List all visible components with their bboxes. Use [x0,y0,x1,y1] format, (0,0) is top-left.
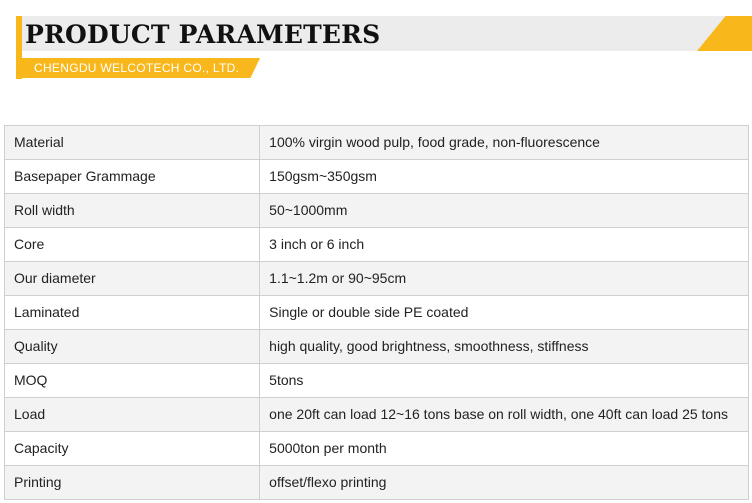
parameter-label: Laminated [5,296,260,330]
parameter-label: Basepaper Grammage [5,160,260,194]
parameter-value: 3 inch or 6 inch [260,228,749,262]
table-row [5,296,749,330]
parameter-value: 100% virgin wood pulp, food grade, non-fluorescence [260,126,749,160]
parameter-label: Core [5,228,260,262]
accent-stripe [16,16,22,79]
table-row [5,466,749,500]
table-row [5,364,749,398]
parameter-label: Material [5,126,260,160]
parameter-value: offset/flexo printing [260,466,749,500]
company-name: CHENGDU WELCOTECH CO., LTD. [34,61,240,75]
parameter-value: Single or double side PE coated [260,296,749,330]
parameter-value: 150gsm~350gsm [260,160,749,194]
table-row [5,330,749,364]
parameter-value: 50~1000mm [260,194,749,228]
parameter-value: 1.1~1.2m or 90~95cm [260,262,749,296]
parameter-value: 5tons [260,364,749,398]
parameter-label: Our diameter [5,262,260,296]
parameter-label: Quality [5,330,260,364]
page-title: PRODUCT PARAMETERS [25,20,381,49]
parameter-label: Load [5,398,260,432]
parameter-value: high quality, good brightness, smoothness, stiffness [260,330,749,364]
parameter-label: Printing [5,466,260,500]
table-row [5,194,749,228]
table-row [5,432,749,466]
parameters-table [4,125,749,500]
parameter-value: 5000ton per month [260,432,749,466]
parameter-label: MOQ [5,364,260,398]
page-header [0,0,752,90]
table-row [5,160,749,194]
table-row [5,398,749,432]
table-row [5,262,749,296]
parameter-value: one 20ft can load 12~16 tons base on roll width, one 40ft can load 25 tons [260,398,749,432]
table-row [5,126,749,160]
parameter-label: Roll width [5,194,260,228]
table-row [5,228,749,262]
parameter-label: Capacity [5,432,260,466]
